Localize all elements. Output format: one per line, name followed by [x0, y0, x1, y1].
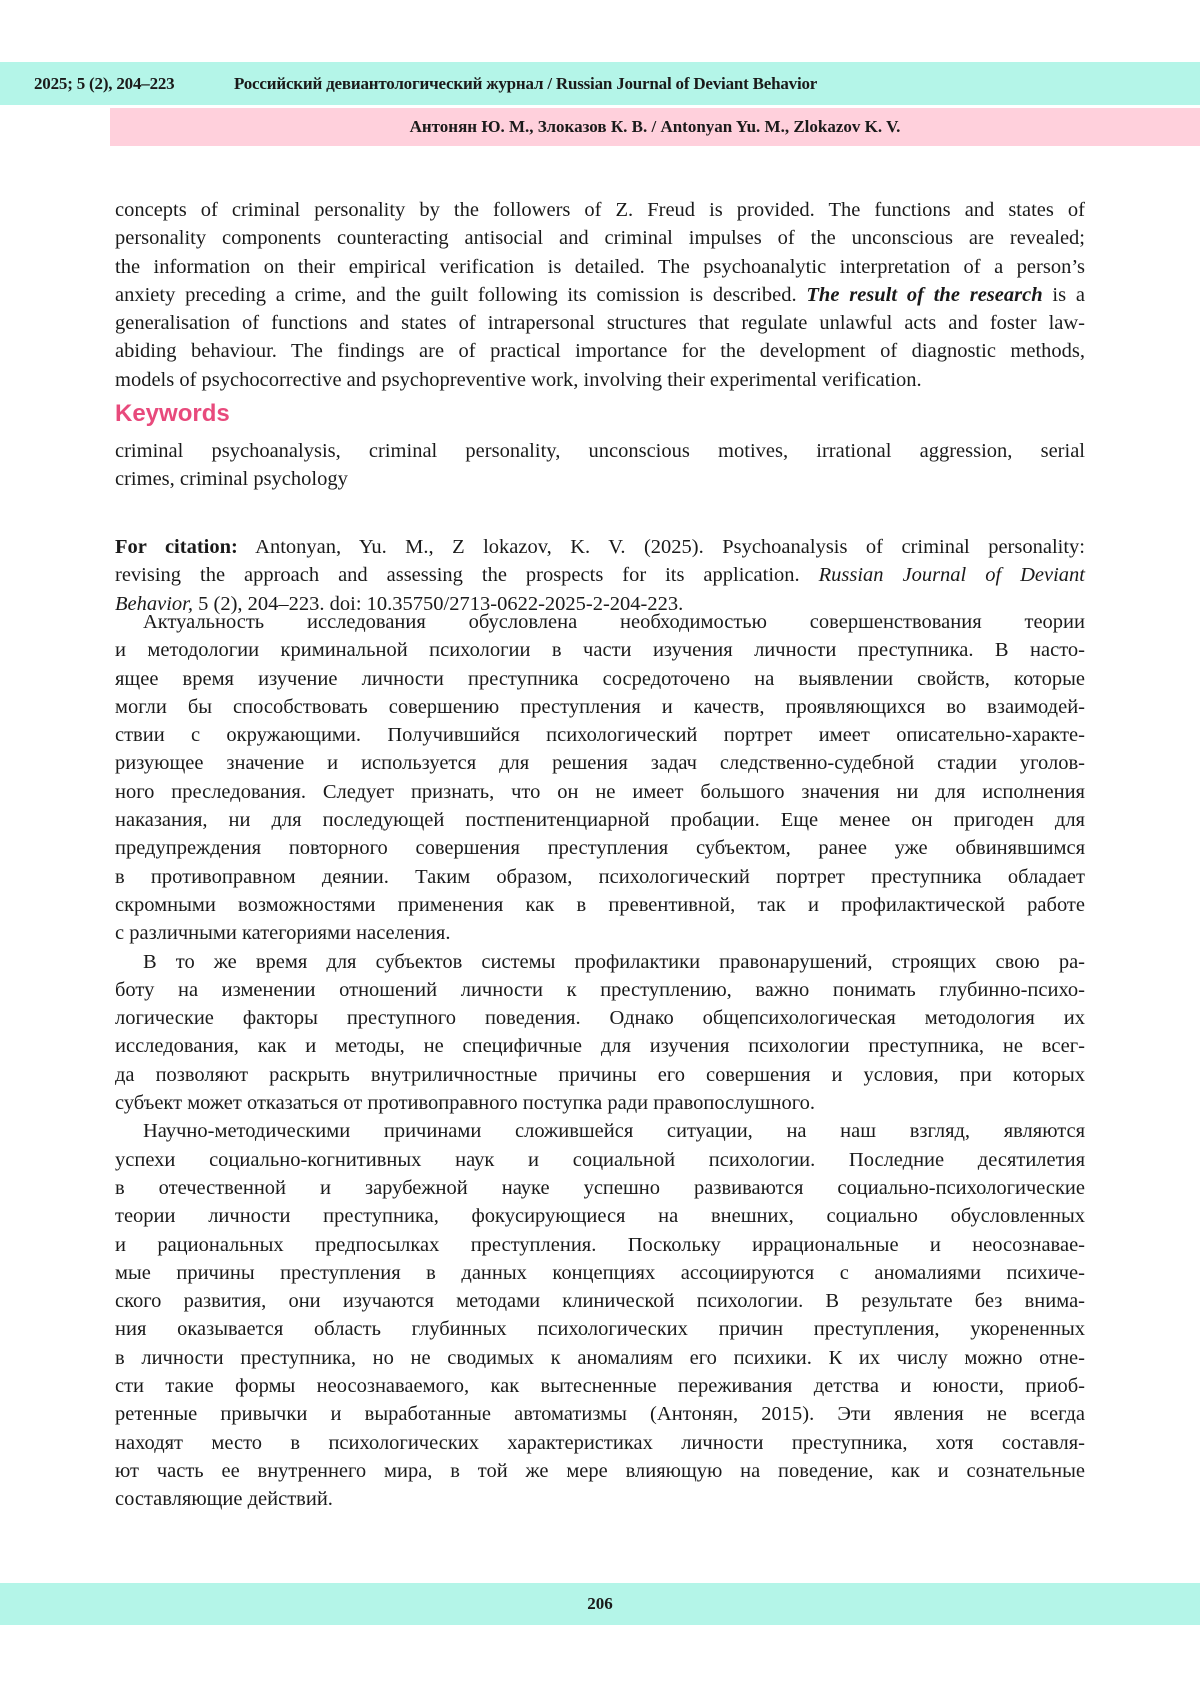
keywords-line: crimes, criminal psychology	[115, 468, 348, 491]
citation-line	[115, 561, 1085, 589]
paragraph-line: боту на изменении отношений личности к преступлению, важно понимать глубинно-психо-	[115, 978, 1085, 1001]
paragraph-line: составляющие действий.	[115, 1488, 333, 1511]
paragraph-line: Актуальность исследования обусловлена необходимостью совершенствования теории	[143, 611, 1085, 633]
abstract-line	[115, 281, 1085, 309]
paragraph-line: ния оказывается область глубинных психологических причин преступления, укорененных	[115, 1318, 1085, 1341]
paragraph-line: находят место в психологических характеристиках личности преступника, хотя составля-	[115, 1431, 1085, 1454]
journal-name: Behavior,	[115, 592, 193, 615]
paragraph-line: логические факторы преступного поведения. Однако общепсихологическая методология их	[115, 1007, 1085, 1030]
keywords-line: criminal psychoanalysis, criminal personality, unconscious motives, irrational aggression, serial	[115, 440, 1085, 462]
paragraph-line: ствии с окружающими. Получившийся психологический портрет имеет описательно-характе-	[115, 724, 1085, 747]
abstract	[115, 196, 1085, 394]
paragraph-line: успехи социально-когнитивных наук и социальной психологии. Последние десятилетия	[115, 1148, 1085, 1171]
abstract-line: models of psychocorrective and psychopreventive work, involving their experimental verification.	[115, 368, 922, 391]
paragraph-line: и рациональных предпосылках преступления. Поскольку иррациональные и неосознавае-	[115, 1233, 1085, 1256]
paragraph-line: в личности преступника, но не сводимых к аномалиям его психики. К их числу можно отне-	[115, 1346, 1085, 1369]
paragraph-line: ют часть ее внутреннего мира, в той же мере влияющую на поведение, как и сознательные	[115, 1459, 1085, 1482]
paragraph-line: в отечественной и зарубежной науке успешно развиваются социально-психологические	[115, 1176, 1085, 1199]
text: anxiety preceding a crime, and the guilt following its comission is described.	[115, 283, 807, 306]
abstract-line: abiding behaviour. The findings are of practical importance for the development of diagnostic methods,	[115, 340, 1085, 363]
paragraph-line: скромными возможностями применения как в превентивной, так и профилактической работе	[115, 893, 1085, 916]
abstract-line: concepts of criminal personality by the followers of Z. Freud is provided. The functions and states of	[115, 199, 1085, 221]
paragraph-line: Научно-методическими причинами сложившейся ситуации, на наш взгляд, являются	[143, 1120, 1085, 1143]
text: Antonyan, Yu. M., Z lokazov, K. V. (2025). Psychoanalysis of criminal personality:	[237, 536, 1085, 558]
abstract-line: generalisation of functions and states of intrapersonal structures that regulate unlawful acts and foster law-	[115, 312, 1085, 335]
paragraph-line: и методологии криминальной психологии в части изучения личности преступника. В насто-	[115, 639, 1085, 662]
paragraph-line: в противоправном деянии. Таким образом, психологический портрет преступника обладает	[115, 865, 1085, 888]
paragraph-line: ретенные привычки и выработанные автоматизмы (Антонян, 2015). Эти явления не всегда	[115, 1403, 1085, 1426]
keywords-heading: Keywords	[115, 400, 230, 427]
paragraph-line: ризующее значение и используется для решения задач следственно-судебной стадии уголов-	[115, 752, 1085, 775]
doi-text: 5 (2), 204–223. doi: 10.35750/2713-0622-2025-2-204-223.	[193, 592, 684, 615]
authors-band: Антонян Ю. М., Злоказов К. В. / Antonyan Yu. M., Zlokazov K. V.	[110, 108, 1200, 146]
body-text	[115, 608, 1085, 1514]
paragraph-line: мые причины преступления в данных концепциях ассоциируются с аномалиями психиче-	[115, 1261, 1085, 1284]
text: is a	[1042, 283, 1085, 306]
text: revising the approach and assessing the prospects for its application.	[115, 564, 819, 587]
paragraph-line: наказания, ни для последующей постпенитенциарной пробации. Еще менее он пригоден для	[115, 809, 1085, 832]
paragraph-line: субъект может отказаться от противоправного поступка ради правопослушного.	[115, 1092, 815, 1115]
paragraph-line: теории личности преступника, фокусирующиеся на внешних, социально обусловленных	[115, 1205, 1085, 1228]
paragraph	[115, 948, 1085, 1118]
issue-info: 2025; 5 (2), 204–223	[34, 74, 175, 93]
paragraph-line: ного преследования. Следует признать, что он не имеет большого значения ни для исполнения	[115, 780, 1085, 803]
paragraph-line: В то же время для субъектов системы профилактики правонарушений, строящих свою ра-	[143, 950, 1085, 973]
page-footer	[0, 1583, 1200, 1625]
citation-label: For citation:	[115, 536, 238, 558]
keywords-list	[115, 437, 1085, 494]
citation	[115, 533, 1085, 618]
journal-title: Российский девиантологический журнал / Russian Journal of Deviant Behavior	[234, 74, 818, 93]
paragraph-line: сти такие формы неосознаваемого, как вытесненные переживания детства и юности, приоб-	[115, 1375, 1085, 1398]
abstract-line: the information on their empirical verification is detailed. The psychoanalytic interpretation of a person’s	[115, 255, 1085, 278]
page-number: 206	[587, 1594, 613, 1613]
journal-header-band	[0, 62, 1200, 105]
paragraph-line: с различными категориями населения.	[115, 922, 451, 945]
paragraph	[115, 608, 1085, 948]
journal-name: Russian Journal of Deviant	[818, 564, 1085, 587]
paragraph-line: исследования, как и методы, не специфичные для изучения психологии преступника, не всег-	[115, 1035, 1085, 1058]
paragraph	[115, 1117, 1085, 1513]
paragraph-line: ского развития, они изучаются методами клинической психологии. В результате без внима-	[115, 1290, 1085, 1313]
paragraph-line: могли бы способствовать совершению преступления и качеств, проявляющихся во взаимодей-	[115, 695, 1085, 718]
abstract-line: personality components counteracting antisocial and criminal impulses of the unconscious are revealed;	[115, 227, 1085, 250]
result-emphasis: The result of the research	[806, 283, 1043, 306]
paragraph-line: предупреждения повторного совершения преступления субъектом, ранее уже обвинявшимся	[115, 837, 1085, 860]
paragraph-line: да позволяют раскрыть внутриличностные причины его совершения и условия, при которых	[115, 1063, 1085, 1086]
citation-line	[115, 533, 1085, 561]
paragraph-line: ящее время изучение личности преступника сосредоточено на выявлении свойств, которые	[115, 667, 1085, 690]
